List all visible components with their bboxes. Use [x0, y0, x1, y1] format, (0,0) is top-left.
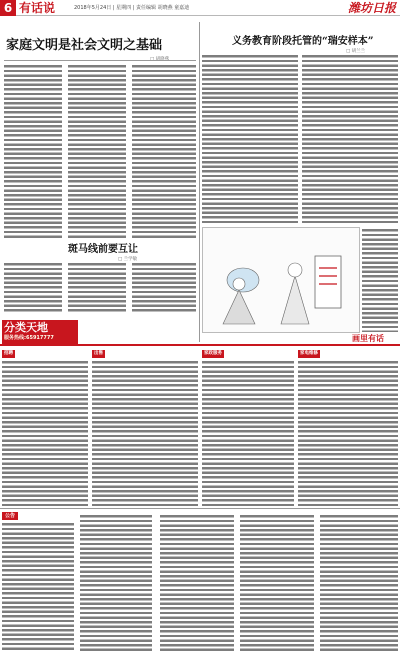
- family-article-title: 家庭文明是社会文明之基础: [6, 38, 163, 53]
- education-article-byline: □ 胡兰兰: [346, 49, 366, 54]
- section-title: 有话说: [19, 1, 56, 15]
- category-label-appliance: 家电维修: [300, 351, 318, 356]
- notice-col1: [2, 522, 74, 652]
- classifieds-rule: [0, 344, 400, 346]
- notice-col4: [240, 514, 314, 652]
- classifieds-col3: [202, 360, 294, 506]
- education-article-body-col1: [202, 54, 298, 224]
- classifieds-col2: [92, 360, 198, 506]
- notice-col3: [160, 514, 234, 652]
- column-divider: [199, 22, 200, 342]
- category-label-housekeeping: 家政服务: [204, 351, 222, 356]
- cartoon-caption: 画里有话: [352, 334, 384, 343]
- page-header: [0, 0, 400, 16]
- zebra-article-body-col2: [68, 262, 126, 314]
- notice-label: 公告: [2, 512, 18, 520]
- classifieds-col1: [2, 360, 88, 506]
- category-label-recruit: 招聘: [4, 351, 13, 356]
- zebra-article-byline: □ 兰学敏: [118, 257, 138, 262]
- education-article-body-col3: [362, 228, 398, 332]
- date-line: 2018年5月24日 | 星期四 | 责任编辑 胡晓燕 童嘉迪: [74, 5, 190, 11]
- divider: [4, 60, 196, 61]
- notice-col5: [320, 514, 398, 652]
- education-article-body-col2: [302, 54, 398, 224]
- family-article-body-col2: [68, 64, 126, 238]
- cartoon-illustration: [202, 227, 360, 333]
- family-article-body-col3: [132, 64, 196, 238]
- zebra-article-body-col1: [4, 262, 62, 314]
- page-number: 6: [0, 0, 16, 16]
- zebra-article-body-col3: [132, 262, 196, 314]
- cartoon-drawing: [203, 228, 360, 333]
- classifieds-phone: 服务热线:65917777: [4, 335, 54, 341]
- zebra-article-title: 斑马线前要互让: [68, 244, 138, 255]
- notice-rule: [0, 508, 400, 509]
- education-article-title: 义务教育阶段托管的“瑞安样本”: [232, 36, 374, 47]
- newspaper-logo: 潍坊日报: [347, 1, 396, 15]
- classifieds-col4: [298, 360, 398, 506]
- classifieds-title: 分类天地: [4, 321, 48, 334]
- notice-col2: [80, 514, 152, 652]
- family-article-byline: [150, 56, 169, 62]
- family-article-body-col1: [4, 64, 62, 238]
- category-label-sell: 出售: [94, 351, 103, 356]
